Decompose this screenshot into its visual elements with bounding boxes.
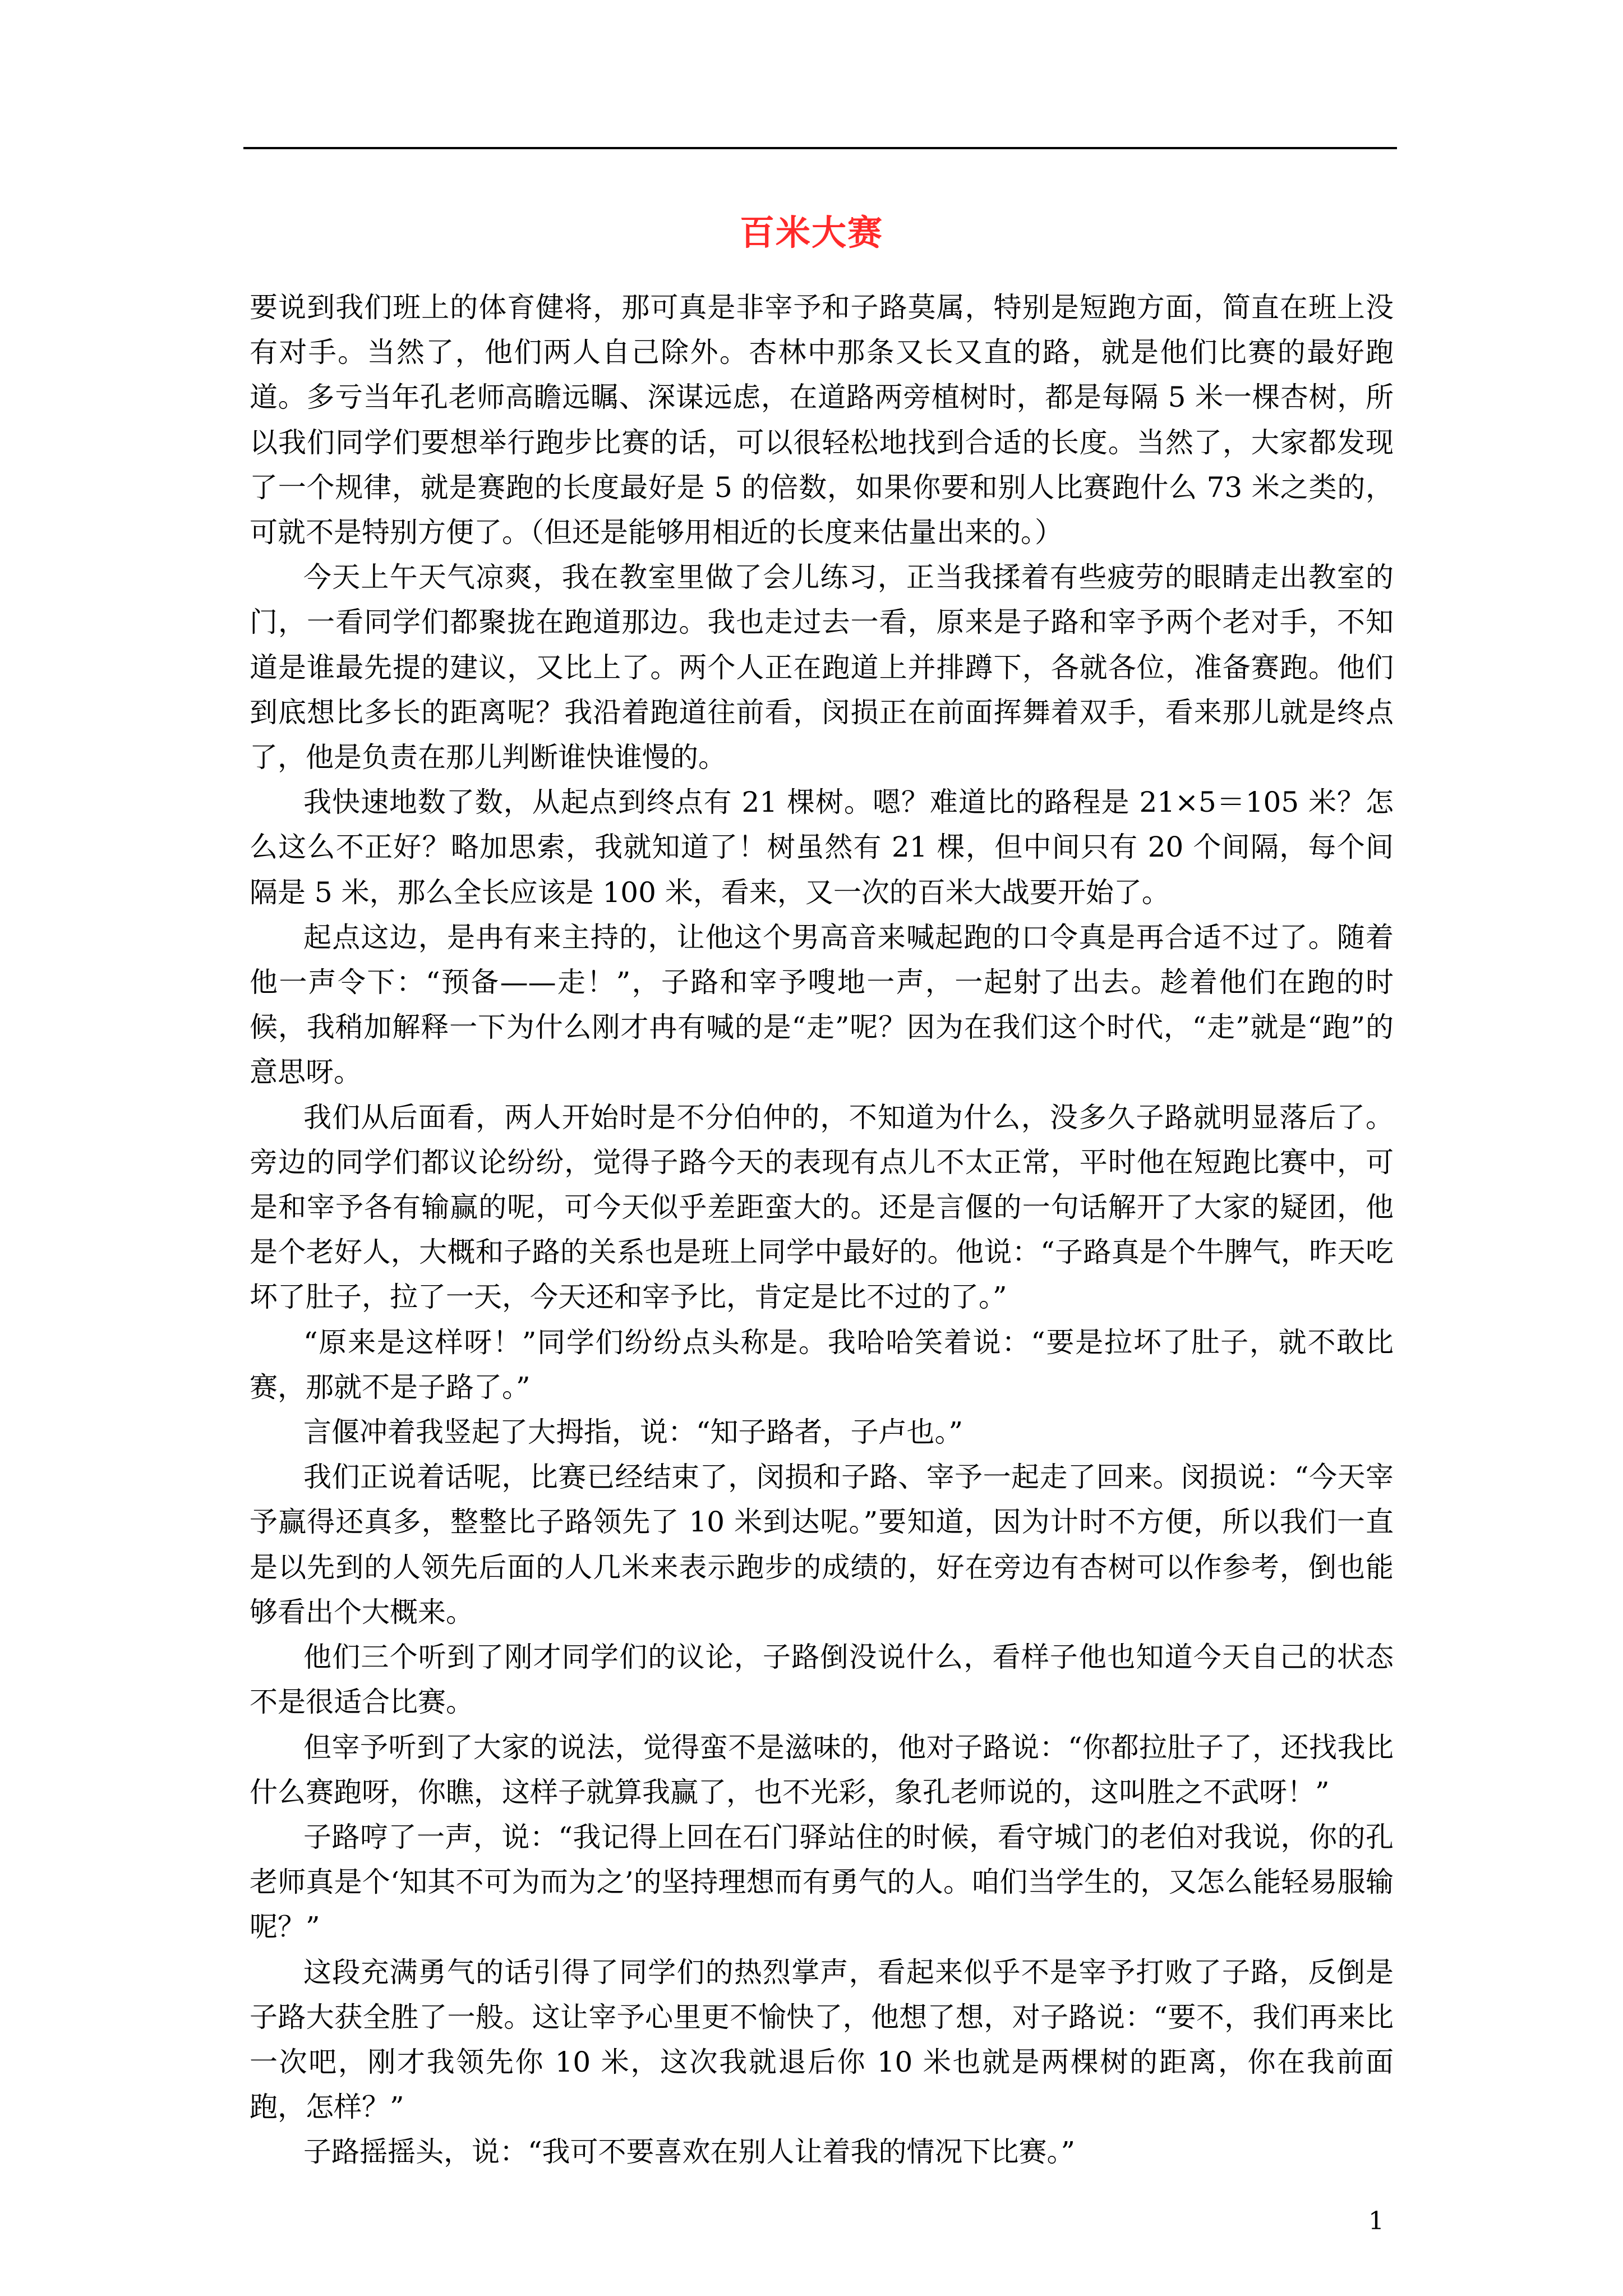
document-body (250, 285, 1394, 2175)
paragraph: 言偃冲着我竖起了大拇指，说：“知子路者，子卢也。” (303, 1416, 963, 1449)
paragraph: 我们从后面看，两人开始时是不分伯仲的，不知道为什么，没多久子路就明显落后了。旁边的同学们都议论纷纷，觉得子路今天的表现有点儿不太正常，平时他在短跑比赛中，可是和宰予各有输赢的呢，可今天似乎差距蛮大的。还是言偃的一句话解开了大家的疑团，他是个老好人，大概和子路的关系也是班上同学中最好的。他说：“子路真是个牛脾气，昨天吃坏了肚子，拉了一天，今天还和宰予比，肯定是比不过的了。” (250, 1101, 1394, 1314)
document-title: 百米大赛 (739, 212, 883, 253)
paragraph: 起点这边，是冉有来主持的，让他这个男高音来喊起跑的口令真是再合适不过了。随着他一声令下：“预备——走！”，子路和宰予嗖地一声，一起射了出去。趁着他们在跑的时候，我稍加解释一下为什么刚才冉有喊的是“走”呢？因为在我们这个时代，“走”就是“跑”的意思呀。 (250, 921, 1394, 1089)
paragraph: 要说到我们班上的体育健将，那可真是非宰予和子路莫属，特别是短跑方面，简直在班上没有对手。当然了，他们两人自己除外。杏林中那条又长又直的路，就是他们比赛的最好跑道。多亏当年孔老师高瞻远瞩、深谋远虑，在道路两旁植树时，都是每隔 5 米一棵杏树，所以我们同学们要想举行跑步比赛的话，可以很轻松地找到合适的长度。当然了，大家都发现了一个规律，就是赛跑的长度最好是 5 的倍数，如果你要和别人比赛跑什么 73 米之类的，可就不是特别方便了。（但还是能够用相近的长度来估量出来的。） (250, 291, 1394, 549)
paragraph: 这段充满勇气的话引得了同学们的热烈掌声，看起来似乎不是宰予打败了子路，反倒是子路大获全胜了一般。这让宰予心里更不愉快了，他想了想，对子路说：“要不，我们再来比一次吧，刚才我领先你 10 米，这次我就退后你 10 米也就是两棵树的距离，你在我前面跑，怎样？” (250, 1955, 1394, 2124)
header-rule (243, 147, 1397, 149)
paragraph: 今天上午天气凉爽，我在教室里做了会儿练习，正当我揉着有些疲劳的眼睛走出教室的门，一看同学们都聚拢在跑道那边。我也走过去一看，原来是子路和宰予两个老对手，不知道是谁最先提的建议，又比上了。两个人正在跑道上并排蹲下，各就各位，准备赛跑。他们到底想比多长的距离呢？我沿着跑道往前看，闵损正在前面挥舞着双手，看来那儿就是终点了，他是负责在那儿判断谁快谁慢的。 (250, 561, 1394, 774)
page-number: 1 (1368, 2207, 1384, 2235)
paragraph: 子路摇摇头，说：“我可不要喜欢在别人让着我的情况下比赛。” (303, 2136, 1076, 2169)
paragraph: 子路哼了一声，说：“我记得上回在石门驿站住的时候，看守城门的老伯对我说，你的孔老师真是个‘知其不可为而为之’的坚持理想而有勇气的人。咱们当学生的，又怎么能轻易服输呢？” (250, 1820, 1394, 1944)
paragraph: 我快速地数了数，从起点到终点有 21 棵树。嗯？难道比的路程是 21×5＝105 米？怎么这么不正好？略加思索，我就知道了！树虽然有 21 棵，但中间只有 20 个间隔，每个间隔是 5 米，那么全长应该是 100 米，看来，又一次的百米大战要开始了。 (250, 786, 1394, 909)
paragraph: “原来是这样呀！”同学们纷纷点头称是。我哈哈笑着说：“要是拉坏了肚子，就不敢比赛，那就不是子路了。” (250, 1326, 1394, 1404)
paragraph: 我们正说着话呢，比赛已经结束了，闵损和子路、宰予一起走了回来。闵损说：“今天宰予赢得还真多，整整比子路领先了 10 米到达呢。”要知道，因为计时不方便，所以我们一直是以先到的人领先后面的人几米来表示跑步的成绩的，好在旁边有杏树可以作参考，倒也能够看出个大概来。 (250, 1461, 1394, 1628)
paragraph: 他们三个听到了刚才同学们的议论，子路倒没说什么，看样子他也知道今天自己的状态不是很适合比赛。 (250, 1641, 1394, 1719)
paragraph: 但宰予听到了大家的说法，觉得蛮不是滋味的，他对子路说：“你都拉肚子了，还找我比什么赛跑呀，你瞧，这样子就算我赢了，也不光彩，象孔老师说的，这叫胜之不武呀！” (250, 1731, 1394, 1809)
